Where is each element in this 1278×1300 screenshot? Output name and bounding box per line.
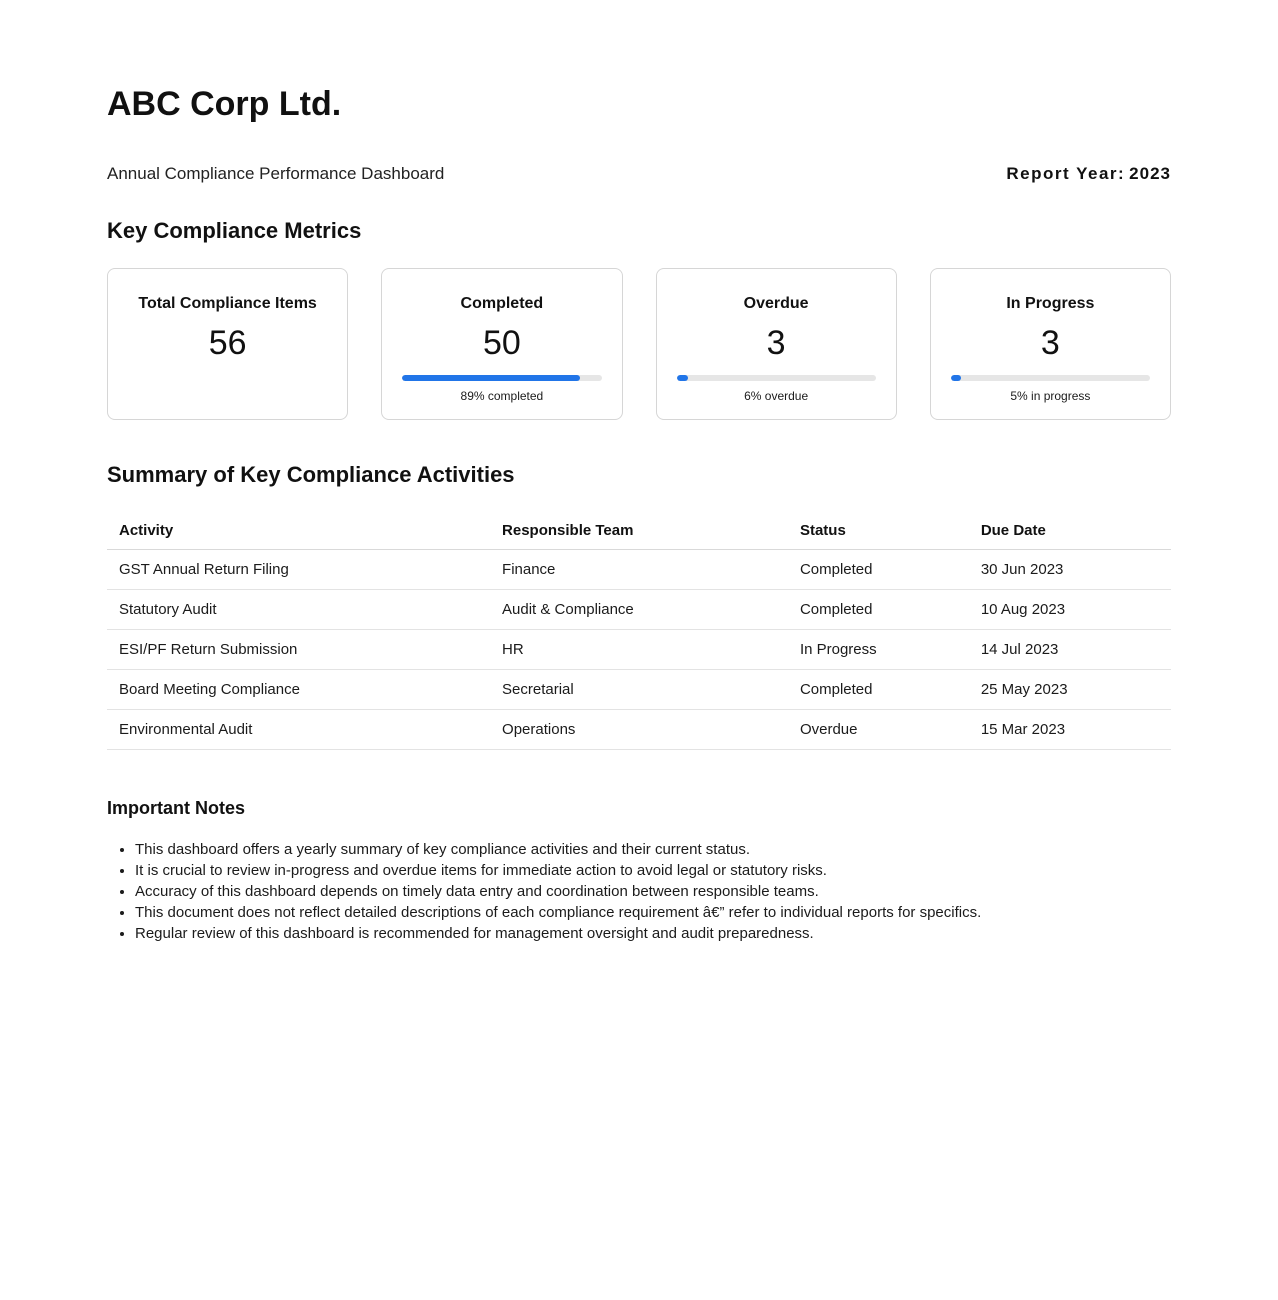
- content-container: [107, 0, 1171, 944]
- report-year-value: 2023: [1129, 164, 1171, 183]
- cell-activity: Board Meeting Compliance: [107, 670, 490, 710]
- table-row: [107, 630, 1171, 670]
- cell-activity: ESI/PF Return Submission: [107, 630, 490, 670]
- note-item: • It is crucial to review in-progress and overdue items for immediate action to avoid legal or statutory risks.: [135, 860, 1171, 881]
- cell-team: HR: [490, 630, 788, 670]
- table-row: [107, 590, 1171, 630]
- cell-status: Completed: [788, 550, 969, 590]
- activities-section-title: Summary of Key Compliance Activities: [107, 462, 515, 488]
- cell-status: In Progress: [788, 630, 969, 670]
- progress-bar-fill: [402, 375, 579, 381]
- column-header-activity: Activity: [107, 512, 490, 550]
- cell-status: Completed: [788, 590, 969, 630]
- cell-due-date: 14 Jul 2023: [969, 630, 1171, 670]
- metric-label: In Progress: [1006, 295, 1095, 312]
- column-header-status: Status: [788, 512, 969, 550]
- cell-status: Overdue: [788, 710, 969, 750]
- column-header-due-date: Due Date: [969, 512, 1171, 550]
- cell-due-date: 10 Aug 2023: [969, 590, 1171, 630]
- note-item: • Accuracy of this dashboard depends on timely data entry and coordination between responsible teams.: [135, 881, 1171, 902]
- table-header-row: [107, 512, 1171, 550]
- table-row: [107, 710, 1171, 750]
- cell-status: Completed: [788, 670, 969, 710]
- progress-bar-fill: [951, 375, 961, 381]
- report-year-label: Report Year:: [1006, 164, 1126, 183]
- metric-card-total: [107, 268, 348, 420]
- progress-caption: 6% overdue: [744, 389, 809, 404]
- table-row: [107, 550, 1171, 590]
- notes-list: [107, 839, 1171, 944]
- progress-bar: [951, 375, 1150, 381]
- note-item: • Regular review of this dashboard is recommended for management oversight and audit preparedness.: [135, 923, 1171, 944]
- cell-team: Audit & Compliance: [490, 590, 788, 630]
- company-title: ABC Corp Ltd.: [107, 85, 342, 123]
- metric-value: 3: [766, 324, 786, 362]
- table-row: [107, 670, 1171, 710]
- column-header-team: Responsible Team: [490, 512, 788, 550]
- cell-team: Operations: [490, 710, 788, 750]
- dashboard-subtitle: Annual Compliance Performance Dashboard: [107, 164, 445, 183]
- metric-value: 50: [482, 324, 521, 362]
- metric-value: 56: [208, 324, 247, 362]
- cell-activity: Statutory Audit: [107, 590, 490, 630]
- cell-due-date: 15 Mar 2023: [969, 710, 1171, 750]
- metric-card-completed: [381, 268, 622, 420]
- progress-bar-fill: [677, 375, 689, 381]
- cell-team: Secretarial: [490, 670, 788, 710]
- metric-card-in-progress: [930, 268, 1171, 420]
- report-year: [1006, 164, 1171, 184]
- cell-due-date: 30 Jun 2023: [969, 550, 1171, 590]
- cell-team: Finance: [490, 550, 788, 590]
- progress-caption: 5% in progress: [1010, 389, 1091, 404]
- cell-activity: Environmental Audit: [107, 710, 490, 750]
- activities-table: [107, 512, 1171, 750]
- metric-card-overdue: [656, 268, 897, 420]
- metrics-section-title: Key Compliance Metrics: [107, 218, 362, 243]
- progress-caption: 89% completed: [460, 389, 544, 404]
- cell-activity: GST Annual Return Filing: [107, 550, 490, 590]
- metric-label: Completed: [460, 295, 544, 312]
- metric-value: 3: [1040, 324, 1060, 362]
- subtitle-row: [107, 164, 1171, 184]
- cell-due-date: 25 May 2023: [969, 670, 1171, 710]
- metric-cards: [107, 268, 1171, 420]
- metric-label: Total Compliance Items: [138, 295, 317, 312]
- metric-label: Overdue: [743, 295, 809, 312]
- note-item: • This document does not reflect detailed descriptions of each compliance requirement â€” refer to individual reports for specifics.: [135, 902, 1171, 923]
- progress-bar: [677, 375, 876, 381]
- notes-section-title: Important Notes: [107, 798, 246, 819]
- progress-bar: [402, 375, 601, 381]
- note-item: • This dashboard offers a yearly summary of key compliance activities and their current status.: [135, 839, 1171, 860]
